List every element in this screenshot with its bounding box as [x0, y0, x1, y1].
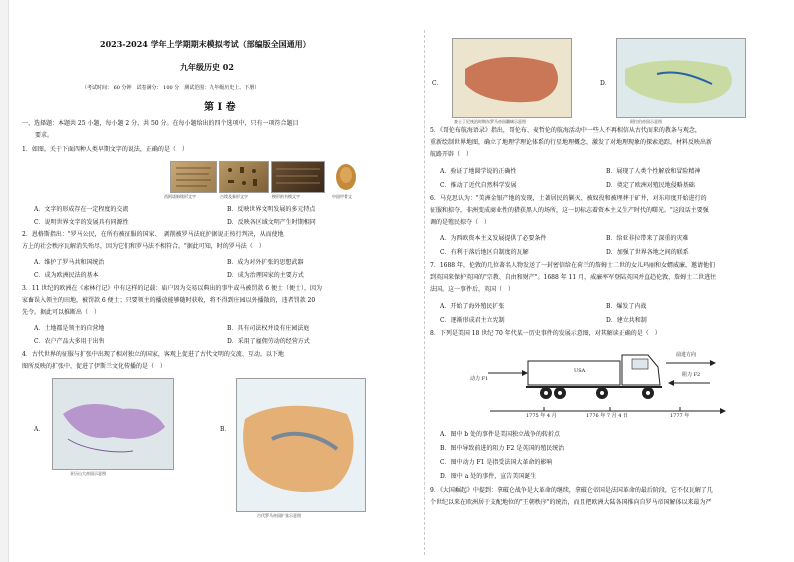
q4-caption-a: 亚历山大帝国示意图	[70, 471, 106, 476]
map-icon	[53, 379, 173, 469]
q8-date-3: 1777 年	[670, 413, 690, 419]
q2-option-a[interactable]: A．维护了罗马共和国统治	[34, 259, 105, 266]
oracle-bone-icon	[327, 161, 365, 191]
q1-image-1	[170, 161, 217, 193]
q8-force-f1-label: 动力 F1	[470, 376, 489, 382]
q4-option-b-label[interactable]: B．	[220, 426, 231, 433]
q2-stem-line-2: 方上的社会秩序瓦解消失殆尽，因为它们和罗马法不相符合。"据此可知，时的罗马法（ ）	[22, 243, 265, 250]
q2-option-c[interactable]: C．成为欧洲民法的基本	[34, 272, 99, 279]
q8-truck-label: USA	[574, 368, 586, 374]
q4-map-a[interactable]	[52, 378, 174, 470]
q1-image-2	[219, 161, 269, 193]
q7-option-a[interactable]: A．开始了海外殖民扩张	[440, 303, 505, 310]
map-icon	[617, 39, 745, 117]
q4-map-d[interactable]	[616, 38, 746, 118]
q4-caption-b: 古代罗马帝国扩张示意图	[257, 513, 301, 518]
exam-meta: （考试时间： 60 分钟 试卷满分： 100 分 测试范围：九年级历史上、下册）	[82, 85, 260, 91]
q8-direction-label: 前进方向	[676, 352, 697, 358]
q6-option-a[interactable]: A．为西欧资本主义发展提供了必要条件	[440, 235, 547, 242]
q4-option-d-label[interactable]: D．	[600, 80, 611, 87]
q4-option-a-label[interactable]: A．	[34, 426, 45, 433]
q4-map-b[interactable]	[236, 378, 366, 512]
instructions-line-2: 要求。	[35, 132, 54, 139]
q5-stem-line-3: 航路开辟（ ）	[430, 151, 473, 158]
q1-option-c[interactable]: C．说明世界文字的发展具有同源性	[34, 219, 129, 226]
q7-option-b[interactable]: B．爆发了内战	[606, 303, 647, 310]
tablet-icon	[272, 162, 324, 192]
exam-subtitle: 九年级历史 02	[180, 62, 234, 72]
q9-stem-line-2: 个世纪以来在欧洲居于支配地位的"王朝秩序"的统治，而且把欧洲大陆各国推向自罗马帝国解体以来最为严	[430, 499, 712, 506]
q4-caption-d: 阿拉伯帝国示意图	[630, 119, 662, 124]
q8-option-c[interactable]: C．图中动力 F1 是指受法国大革命的影响	[440, 459, 553, 466]
q5-stem-line-2: 重新绘制世界地图，确立了地理学理论体系的行星地理概念，激发了对地理现象的探索追踪。材料反映出新	[430, 139, 713, 146]
q6-option-d[interactable]: D．加强了世界各地之间的联系	[606, 249, 689, 256]
q4-stem-line-1: 4．古代世界的征服与扩张中出现了相对独立的国家，客观上促进了古代文明的交流、互动。以下地	[22, 351, 284, 358]
q8-stem: 8．下列是美国 18 世纪 70 年代某一历史事件的发展示意图，对其解读正确的是（ ）	[430, 330, 661, 337]
q2-option-d[interactable]: D．成为治理国家的主要方式	[227, 272, 304, 279]
exam-title: 2023-2024 学年上学期期末模拟考试（部编版全国通用）	[100, 39, 311, 49]
q5-stem-line-1: 5．《哥伦布航海语录》指出，哥伦布、麦哲伦的航海活动中一些人不再相信从古代而来的教条与观念，	[430, 127, 701, 134]
q1-stem: 1．如图。关于下面四种人类早期文字的说法，正确的是（ ）	[22, 146, 188, 153]
q8-force-f2-label: 阻力 F2	[682, 372, 701, 378]
q1-option-b[interactable]: B．反映世界文明发展的多元特点	[227, 206, 316, 213]
q1-caption-2: 古埃及象形文字	[220, 194, 248, 199]
q5-option-d[interactable]: D．奠定了欧洲对殖民地侵略基础	[606, 182, 695, 189]
q1-caption-1: 西阿诺姆铭形文字	[164, 194, 196, 199]
truck-icon	[470, 343, 740, 421]
q8-date-1: 1775 年 4 月	[526, 413, 557, 419]
q1-image-3	[271, 161, 325, 193]
q8-option-d[interactable]: D．图中 a 处的事件，宣告美国诞生	[440, 473, 537, 480]
q2-option-b[interactable]: B．成为对外扩张的思想武器	[227, 259, 304, 266]
q4-caption-c: 查士丁尼统治时期东罗马帝国疆域示意图	[454, 119, 526, 124]
q3-option-c[interactable]: C．农户产品大多用于出售	[34, 338, 105, 345]
q4-stem-line-2: 图所反映的扩张中，促进了伊斯兰文化传播的是（ ）	[22, 363, 167, 370]
q1-caption-4: 中国甲骨文	[332, 194, 352, 199]
hieroglyph-icon	[220, 162, 268, 192]
q7-stem-line-1: 7．1688 年，伦敦的几位著名人物发送了一封密信给在荷兰的詹姆士二世的女儿玛丽和女婿威廉，邀请他们	[430, 262, 715, 269]
q6-stem-line-2: 征服和掠夺，非洲变成商业性的猎获黑人的场所，这一切标志着资本主义生产时代的曙光。"这段话主要强	[430, 207, 709, 214]
q3-option-a[interactable]: A．土地都是领主的自营地	[34, 325, 105, 332]
q6-option-b[interactable]: B．给亚非拉带来了深重的灾难	[606, 235, 689, 242]
q6-stem-line-1: 6．马克思认为："美洲金银产地的发现，土著居民的剿灭、被奴役和被埋葬于矿井，对东印度开始进行的	[430, 195, 707, 202]
binding-strip	[0, 0, 9, 562]
q1-option-a[interactable]: A．文字的形成存在一定程度的交流	[34, 206, 129, 213]
q6-option-c[interactable]: C．有利于落后地区自制度的瓦解	[440, 249, 529, 256]
q7-option-d[interactable]: D．建立共和制	[606, 317, 647, 324]
q5-option-c[interactable]: C．推动了近代自然科学发展	[440, 182, 517, 189]
q1-caption-3: 楔形的书楔文字	[272, 194, 300, 199]
column-divider	[424, 30, 425, 555]
q2-stem-line-1: 2．恩格斯指出："罗马公民，在所有被征服的国家、 剥削被罗马法庇护据说正按行判决，从而使地	[22, 231, 284, 238]
q5-option-a[interactable]: A．验证了地圆学说的正确性	[440, 168, 517, 175]
q8-option-b[interactable]: B．图中导致前进的阻力 F2 是英国的殖民统治	[440, 445, 565, 452]
q3-option-b[interactable]: B．具有司法权并设有庄园法庭	[227, 325, 310, 332]
instructions-line-1: 一、选择题：本题共 25 小题，每小题 2 分，共 50 分。在每小题给出的四个选项中，只有一项符合题目	[22, 120, 299, 127]
q4-map-c[interactable]	[452, 38, 572, 118]
q8-truck-diagram	[470, 343, 740, 421]
map-icon	[453, 39, 571, 117]
q3-stem-line-3: 先令。据此可以推断出（ ）	[22, 309, 101, 316]
q3-option-d[interactable]: D．采用了雇佣劳动的经营方式	[227, 338, 310, 345]
q7-option-c[interactable]: C．逐渐形成君主立宪制	[440, 317, 505, 324]
q8-option-a[interactable]: A．图中 b 处的事件是美国独立战争的转折点	[440, 431, 560, 438]
q8-date-2: 1776 年 7 月 4 日	[586, 413, 629, 419]
q4-option-c-label[interactable]: C．	[432, 80, 443, 87]
section-title: 第 I 卷	[204, 102, 236, 113]
q5-option-b[interactable]: B．展现了人类个性解放和冒险精神	[606, 168, 701, 175]
q7-stem-line-3: 法国。这一事件后，英国（ ）	[430, 286, 515, 293]
q6-stem-line-3: 调的是殖民掠夺（ ）	[430, 219, 491, 226]
q1-image-4	[327, 161, 365, 191]
map-icon	[237, 379, 365, 511]
q1-option-d[interactable]: D．反映各区域文明产生时期相同	[227, 219, 316, 226]
q3-stem-line-1: 3．11 世纪的欧洲在《索林行记》中有这样的记载：庙户因为交易以典出的事牛或马被罚款 6 便士（便士），因为	[22, 285, 322, 292]
q7-stem-line-2: 到英国来保护英国的"宗教、自由和财产"。1688 年 11 月，威廉率军登陆英国并直趋伦敦，詹姆士二世逃往	[430, 274, 717, 281]
cuneiform-tablet-icon	[171, 162, 216, 192]
q9-stem-line-1: 9．《大国崛起》中提到：拿破仑战争是大革命的继续，拿破仑帝国是法国革命的最后阶段，它不仅瓦解了几	[430, 487, 713, 494]
q3-stem-line-2: 家畜误入领主的田地，被罚款 6 便士；只要领主的播放能够随时获收，将不得到庄园以外播散的，违者罚款 20	[22, 297, 316, 304]
